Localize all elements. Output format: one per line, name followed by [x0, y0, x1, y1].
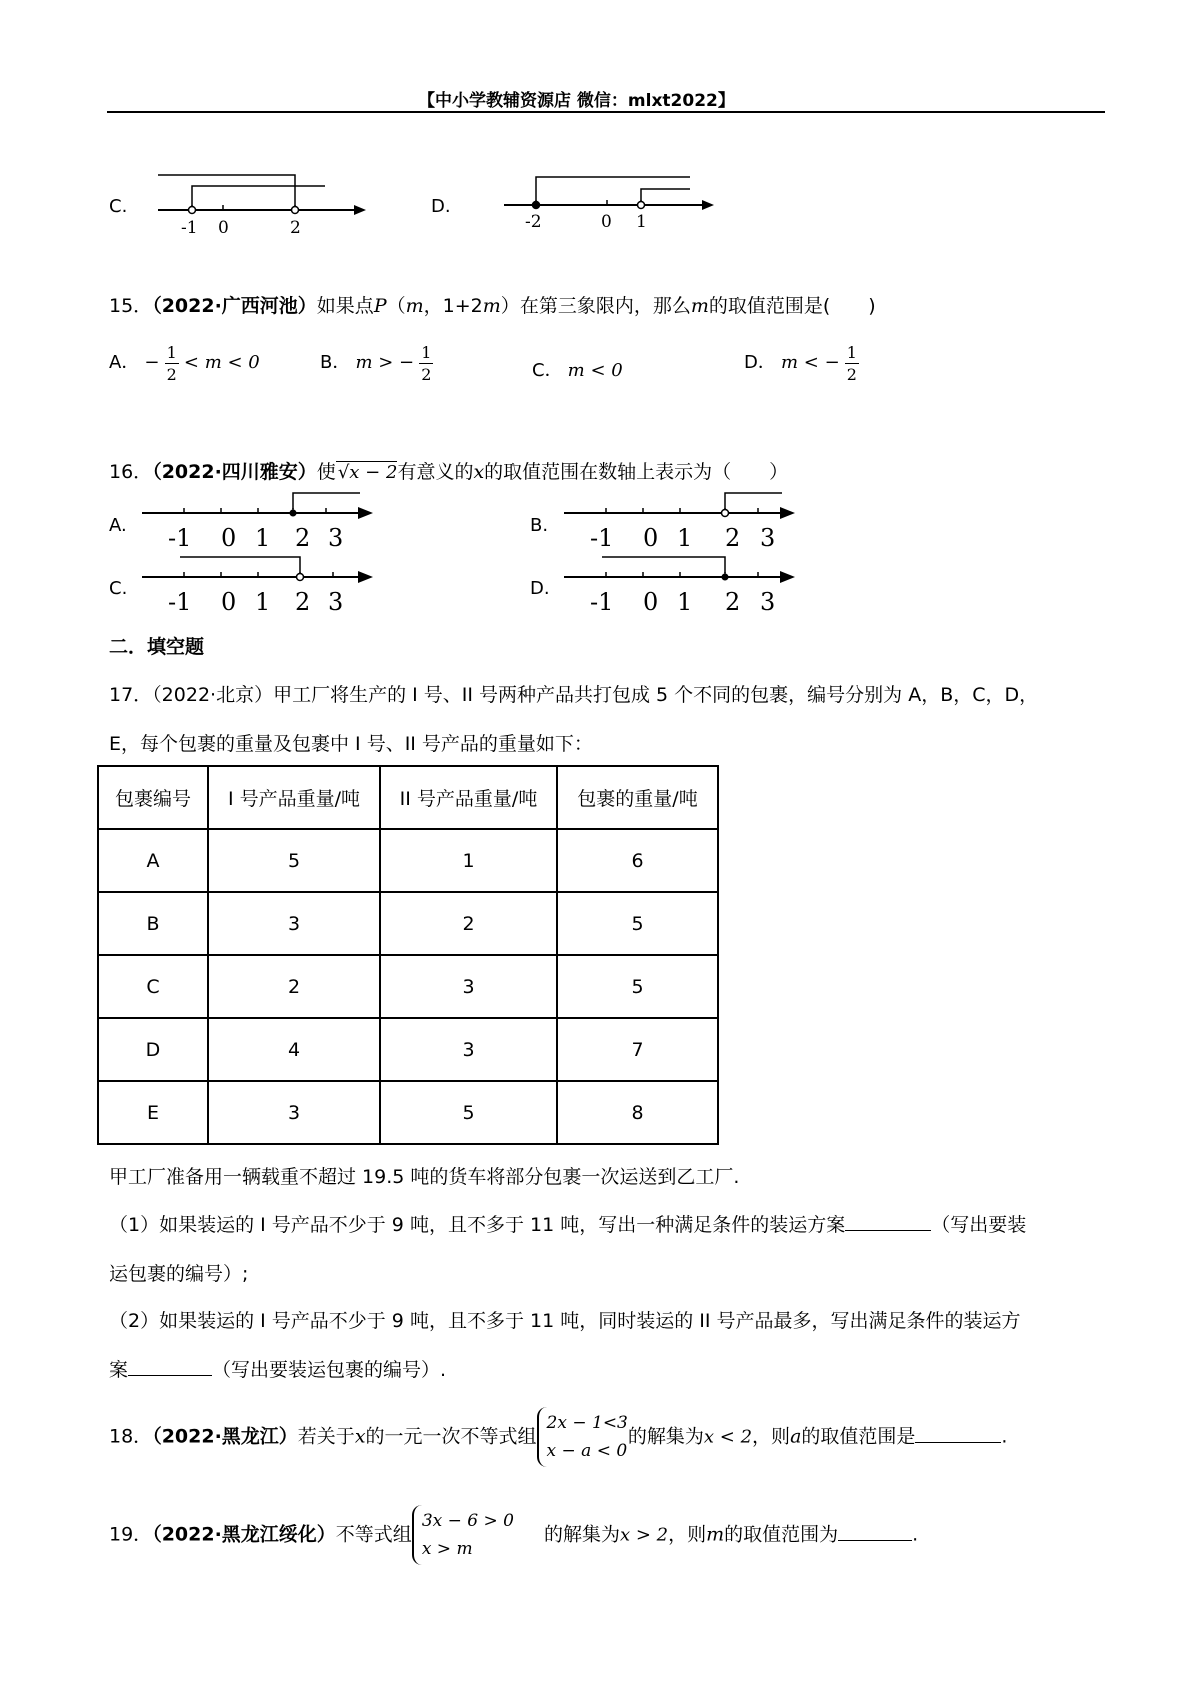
header-rule	[107, 111, 1105, 113]
answer-blank[interactable]	[838, 1540, 912, 1541]
q15-text: 如果点	[316, 295, 374, 317]
q17-part1-cont: 运包裹的编号）;	[109, 1263, 249, 1285]
table-header-cell: II 号产品重量/吨	[380, 766, 557, 829]
tick-label: 2	[725, 588, 741, 616]
q19-text: .	[912, 1523, 919, 1546]
table-cell: 7	[557, 1018, 718, 1081]
q17-text: （写出要装运包裹的编号）.	[212, 1359, 447, 1381]
table-cell: E	[98, 1081, 208, 1144]
answer-blank[interactable]	[845, 1230, 931, 1231]
q16-option-c-label: C.	[109, 578, 128, 599]
q15-option-a	[109, 342, 260, 385]
q15-text: ，1+2	[423, 295, 483, 317]
option-math: m > −	[355, 352, 415, 373]
q16-text: 使	[316, 461, 336, 483]
tick-label: 2	[295, 524, 311, 552]
q16-text: 有意义的	[397, 461, 474, 483]
tick-label: 3	[760, 588, 776, 616]
table-header-cell: 包裹的重量/吨	[557, 766, 718, 829]
tick-label: 3	[328, 524, 344, 552]
q16-option-d-label: D.	[530, 578, 550, 599]
tick-label: 0	[601, 212, 612, 232]
q15-text: ）	[500, 295, 520, 317]
q16-option-c-numberline	[138, 552, 378, 620]
table-cell: 8	[557, 1081, 718, 1144]
q15-option-d	[744, 342, 859, 385]
table-header-row	[98, 766, 718, 829]
q15-text: 的取值范围是( )	[708, 295, 876, 317]
q16-text: 的取值范围在数轴上表示为（ ）	[484, 461, 789, 483]
q18-text: 的取值范围是	[801, 1425, 916, 1448]
tick-label: -1	[168, 588, 192, 616]
q14-option-c-numberline	[150, 165, 370, 240]
q19-text: 的取值范围为	[724, 1523, 839, 1546]
q18-solution: x < 2	[703, 1426, 753, 1448]
q18-text: 的解集为	[627, 1425, 704, 1448]
table-cell: 5	[557, 892, 718, 955]
tick-label: 1	[255, 524, 271, 552]
table-cell: C	[98, 955, 208, 1018]
table-header-cell: 包裹编号	[98, 766, 208, 829]
q15-text: （	[386, 295, 406, 317]
section-title: 二．填空题	[109, 636, 205, 658]
q16-option-b-label: B.	[530, 515, 549, 536]
q15-text: 在第三象限内，那么	[519, 295, 691, 317]
q18-var: x	[354, 1425, 366, 1448]
q19-text: 不等式组	[335, 1523, 412, 1546]
q17-after-table: 甲工厂准备用一辆载重不超过 19.5 吨的货车将部分包裹一次运送到乙工厂.	[109, 1166, 740, 1188]
q16-option-a-label: A.	[109, 515, 127, 536]
q17-text: （写出要装	[931, 1214, 1027, 1236]
q15-var: m	[690, 295, 709, 317]
option-math: m < 0	[567, 360, 623, 381]
q14-option-c-label: C.	[109, 196, 128, 217]
table-row	[98, 892, 718, 955]
table-cell: D	[98, 1018, 208, 1081]
tick-label: 0	[643, 524, 659, 552]
table-cell: B	[98, 892, 208, 955]
q15-var: m	[405, 295, 424, 317]
tick-label: -1	[181, 218, 198, 238]
q16-source: （2022·四川雅安）	[152, 461, 317, 483]
q16-option-a-numberline	[138, 490, 378, 558]
tick-label: 3	[328, 588, 344, 616]
table-cell: 3	[208, 892, 380, 955]
q15-number: 15．	[109, 295, 153, 317]
table-cell: 6	[557, 829, 718, 892]
tick-label: 2	[295, 588, 311, 616]
table-row	[98, 1081, 718, 1144]
q16-var: x	[473, 461, 485, 483]
q17-line1: 17．（2022·北京）甲工厂将生产的 I 号、II 号两种产品共打包成 5 个不同的包裹，编号分别为 A，B，C，D，	[109, 684, 1039, 706]
tick-label: 0	[643, 588, 659, 616]
q18-system: 2x − 1<3 x − a < 0	[537, 1407, 628, 1467]
q17-part1	[109, 1210, 1026, 1237]
q17-text: （1）如果装运的 I 号产品不少于 9 吨，且不多于 11 吨，写出一种满足条件的装运方案	[109, 1214, 846, 1236]
tick-label: 1	[255, 588, 271, 616]
table-row	[98, 1018, 718, 1081]
tick-label: -2	[525, 212, 542, 232]
fraction: $\frac{1}{2}$	[166, 343, 177, 384]
q16-number: 16．	[109, 461, 153, 483]
answer-blank[interactable]	[915, 1442, 1001, 1443]
q17-part2-cont	[109, 1355, 446, 1382]
option-label: B．	[320, 352, 351, 373]
tick-label: 2	[290, 218, 301, 238]
question-18	[109, 1407, 1007, 1467]
q16-option-b-numberline	[560, 490, 800, 558]
option-math: < m < 0	[183, 352, 260, 373]
q19-text: ，则	[668, 1523, 707, 1546]
fraction: $\frac{1}{2}$	[421, 343, 432, 384]
tick-label: -1	[590, 588, 614, 616]
table-cell: 3	[380, 955, 557, 1018]
option-label: D．	[744, 352, 776, 373]
table-cell: 5	[380, 1081, 557, 1144]
q17-part2: （2）如果装运的 I 号产品不少于 9 吨，且不多于 11 吨，同时装运的 II 号产品最多，写出满足条件的装运方	[109, 1310, 1021, 1332]
tick-label: 2	[725, 524, 741, 552]
q17-text: 案	[109, 1359, 129, 1381]
table-cell: 2	[380, 892, 557, 955]
table-cell: 1	[380, 829, 557, 892]
q15-option-b	[320, 342, 433, 385]
q17-line2: E，每个包裹的重量及包裹中 I 号、II 号产品的重量如下：	[109, 733, 593, 755]
option-math: −	[144, 352, 160, 373]
question-16-stem	[109, 457, 788, 484]
table-cell: A	[98, 829, 208, 892]
table-cell: 2	[208, 955, 380, 1018]
q14-option-d-label: D.	[431, 196, 451, 217]
q18-text: 若关于	[297, 1425, 355, 1448]
table-row	[98, 829, 718, 892]
table-header-cell: I 号产品重量/吨	[208, 766, 380, 829]
table-cell: 3	[208, 1081, 380, 1144]
option-label: C．	[532, 360, 563, 381]
q19-text: 的解集为	[543, 1523, 620, 1546]
question-19	[109, 1505, 918, 1565]
tick-label: 0	[221, 524, 237, 552]
table-cell: 5	[557, 955, 718, 1018]
q15-source: （2022·广西河池）	[152, 295, 317, 317]
q18-text: ，则	[752, 1425, 791, 1448]
q18-text: 的一元一次不等式组	[365, 1425, 537, 1448]
page-header: 【中小学教辅资源店 微信：mlxt2022】	[418, 91, 735, 111]
q18-text: .	[1001, 1425, 1008, 1448]
tick-label: 1	[636, 212, 647, 232]
q19-source: （2022·黑龙江绥化）	[152, 1523, 336, 1546]
tick-label: 1	[677, 524, 693, 552]
table-row	[98, 955, 718, 1018]
q16-option-d-numberline	[560, 552, 800, 620]
fraction: $\frac{1}{2}$	[846, 343, 857, 384]
table-cell: 4	[208, 1018, 380, 1081]
tick-label: 3	[760, 524, 776, 552]
table-cell: 3	[380, 1018, 557, 1081]
package-weight-table	[97, 765, 719, 1145]
tick-label: -1	[168, 524, 192, 552]
question-15-stem	[109, 291, 876, 318]
option-math: m < −	[780, 352, 840, 373]
q18-source: （2022·黑龙江）	[152, 1425, 298, 1448]
tick-label: 1	[677, 588, 693, 616]
q14-option-d-numberline	[500, 165, 720, 240]
q19-var: m	[706, 1523, 725, 1546]
q15-point: P	[373, 295, 387, 317]
q19-solution: x > 2	[619, 1524, 669, 1546]
q15-var: m	[482, 295, 501, 317]
q19-system: 3x − 6 > 0 x > m	[412, 1505, 514, 1565]
option-label: A．	[109, 352, 140, 373]
table-cell: 5	[208, 829, 380, 892]
q15-option-c	[532, 356, 623, 382]
q19-number: 19．	[109, 1523, 153, 1546]
tick-label: 0	[221, 588, 237, 616]
q16-sqrt: √x − 2	[337, 462, 398, 483]
tick-label: 0	[218, 218, 229, 238]
answer-blank[interactable]	[128, 1375, 212, 1376]
tick-label: -1	[590, 524, 614, 552]
q18-var: a	[790, 1425, 802, 1448]
q18-number: 18．	[109, 1425, 153, 1448]
